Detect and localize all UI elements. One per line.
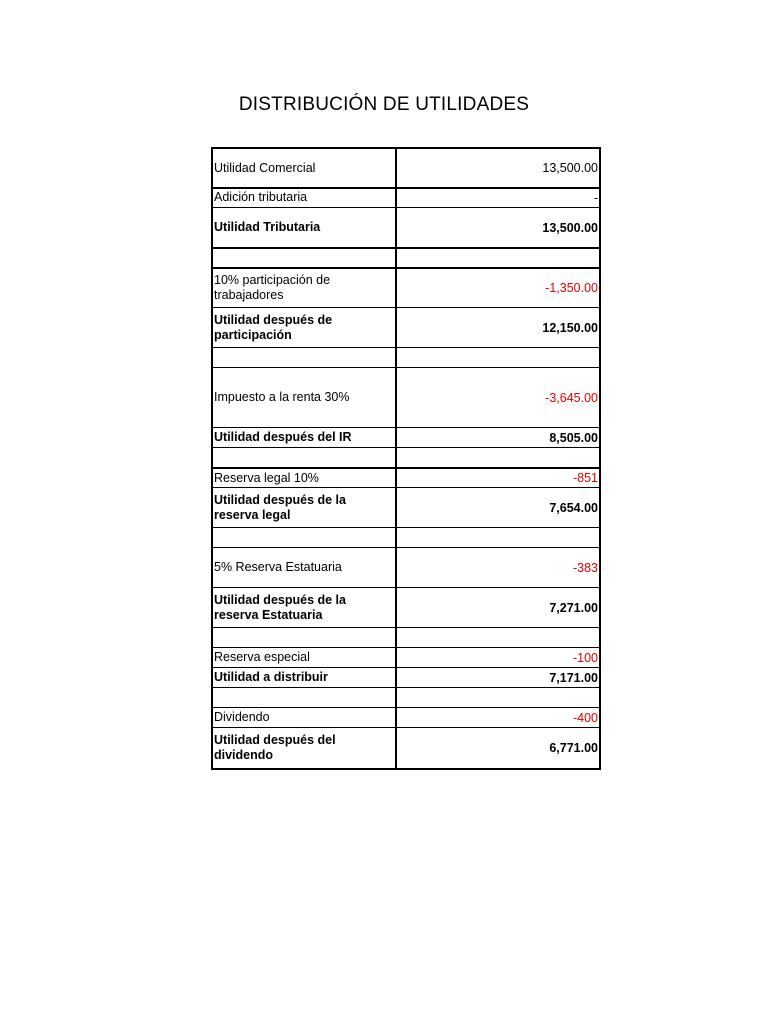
row-label: Reserva especial <box>214 650 310 664</box>
row-value: 7,271.00 <box>549 600 598 615</box>
row-label: Adición tributaria <box>214 190 308 204</box>
row-value: -1,350.00 <box>545 281 598 295</box>
row-value: -3,645.00 <box>545 390 598 405</box>
row-value: 13,500.00 <box>542 220 598 235</box>
row-label: Utilidad después del IR <box>214 430 352 444</box>
row-label: Utilidad después de participación <box>214 312 333 342</box>
row-value: 12,150.00 <box>542 320 598 335</box>
row-value: -383 <box>572 560 598 575</box>
row-value: -400 <box>572 710 598 725</box>
row-value: 7,654.00 <box>549 500 598 515</box>
column-divider <box>395 149 397 768</box>
row-divider <box>213 527 599 528</box>
row-divider <box>213 347 599 348</box>
row-value: 7,171.00 <box>549 670 598 685</box>
row-divider <box>213 687 599 688</box>
row-label: Utilidad Comercial <box>214 160 316 175</box>
row-divider <box>213 247 599 249</box>
distribution-table <box>211 147 601 770</box>
row-label: Dividendo <box>214 710 270 724</box>
row-label: Utilidad a distribuir <box>214 670 328 684</box>
row-label: Utilidad después del dividendo <box>214 733 336 762</box>
row-label: Utilidad Tributaria <box>214 220 321 234</box>
row-divider <box>213 447 599 448</box>
row-value: -851 <box>572 471 598 485</box>
row-label: 5% Reserva Estatuaria <box>214 560 342 574</box>
page-title: DISTRIBUCIÓN DE UTILIDADES <box>238 94 530 115</box>
row-label: 10% participación de trabajadores <box>214 273 331 302</box>
row-divider <box>213 627 599 628</box>
row-label: Impuesto a la renta 30% <box>214 390 350 404</box>
row-label: Utilidad después de la reserva legal <box>214 492 346 522</box>
row-label: Utilidad después de la reserva Estatuaria <box>214 592 346 622</box>
row-value: 6,771.00 <box>549 741 598 755</box>
row-value: 8,505.00 <box>549 430 598 445</box>
row-value: - <box>593 190 598 205</box>
row-value: 13,500.00 <box>542 161 598 175</box>
row-label: Reserva legal 10% <box>214 470 319 485</box>
row-value: -100 <box>572 650 598 665</box>
